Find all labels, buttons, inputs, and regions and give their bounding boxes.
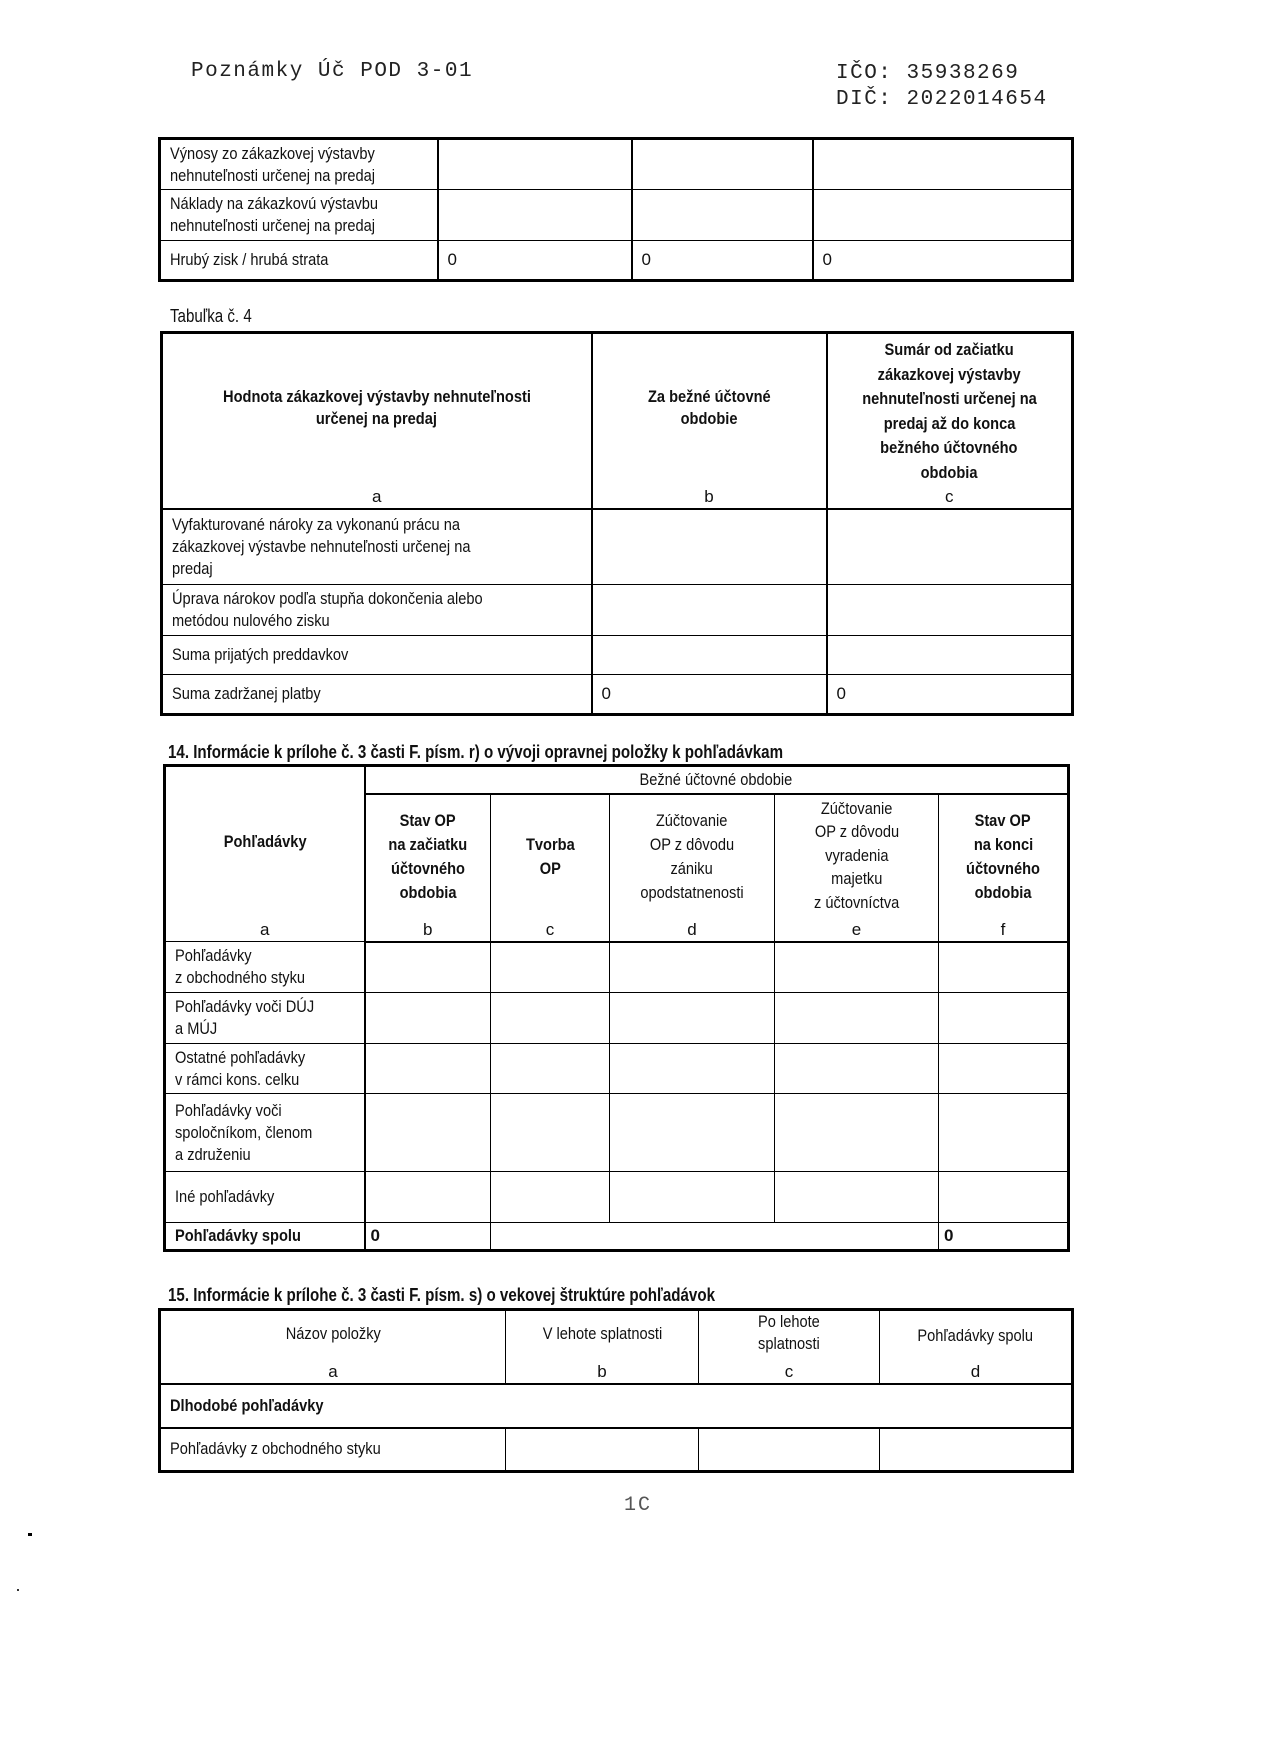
value-cell[interactable]: [632, 139, 813, 190]
row-label: Vyfakturované nároky za vykonanú prácu na zákazkovej výstavbe nehnuteľnosti určenej na predaj: [162, 509, 592, 585]
value-cell[interactable]: [775, 1172, 939, 1223]
value-cell[interactable]: [491, 1172, 610, 1223]
table4-caption: Tabuľka č. 4: [170, 306, 252, 326]
gross-profit-table: [158, 137, 1074, 282]
value-cell[interactable]: [491, 1044, 610, 1094]
aging-col-a-header: Názov položky a: [160, 1310, 506, 1384]
section15-heading: 15. Informácie k prílohe č. 3 časti F. písm. s) o vekovej štruktúre pohľadávok: [168, 1285, 715, 1305]
table-row: [165, 942, 1069, 993]
value-cell[interactable]: [699, 1428, 880, 1472]
row-label: Pohľadávky voči DÚJ a MÚJ: [165, 993, 365, 1044]
scan-speck: [17, 1589, 19, 1591]
section-row-label: Dlhodobé pohľadávky: [160, 1384, 1073, 1428]
value-cell[interactable]: [939, 1172, 1069, 1223]
ico-label: IČO:: [836, 62, 893, 85]
value-cell[interactable]: 0: [813, 241, 1073, 281]
value-cell[interactable]: [438, 190, 632, 241]
value-cell[interactable]: [610, 942, 775, 993]
value-cell[interactable]: [506, 1428, 699, 1472]
value-cell[interactable]: [813, 139, 1073, 190]
value-cell[interactable]: [939, 1044, 1069, 1094]
value-cell[interactable]: [880, 1428, 1073, 1472]
value-cell[interactable]: 0: [939, 1223, 1069, 1251]
value-cell[interactable]: [939, 942, 1069, 993]
allowance-group-header-row: [165, 766, 1069, 794]
row-label: Suma zadržanej platby: [162, 675, 592, 715]
aging-table: [158, 1308, 1074, 1473]
value-cell[interactable]: [827, 636, 1073, 675]
allowance-col-e-header: Zúčtovanie OP z dôvodu vyradenia majetku z účtovníctva e: [775, 794, 939, 942]
table-row: [165, 993, 1069, 1044]
column-letter: c: [784, 1361, 794, 1381]
value-cell[interactable]: [491, 1094, 610, 1172]
value-cell[interactable]: 0: [632, 241, 813, 281]
value-cell[interactable]: [365, 993, 491, 1044]
row-label: Ostatné pohľadávky v rámci kons. celku: [165, 1044, 365, 1094]
table-row: [162, 675, 1073, 715]
value-cell[interactable]: [775, 1094, 939, 1172]
row-label: Úprava nárokov podľa stupňa dokončenia alebo metódou nulového zisku: [162, 585, 592, 636]
column-letter: f: [1000, 919, 1006, 939]
value-cell[interactable]: [632, 190, 813, 241]
value-cell[interactable]: [365, 942, 491, 993]
table4-header-row: [162, 333, 1073, 509]
value-cell[interactable]: [491, 993, 610, 1044]
value-cell[interactable]: 0: [592, 675, 827, 715]
allowance-col-d-header: Zúčtovanie OP z dôvodu zániku opodstatnenosti d: [610, 794, 775, 942]
column-letter: b: [597, 1361, 607, 1381]
row-label: Pohľadávky z obchodného styku: [165, 942, 365, 993]
column-letter: d: [970, 1361, 981, 1381]
column-letter: a: [372, 486, 382, 506]
value-cell[interactable]: 0: [365, 1223, 491, 1251]
value-cell[interactable]: [775, 1223, 939, 1251]
section14-heading: 14. Informácie k prílohe č. 3 časti F. písm. r) o vývoji opravnej položky k pohľadávkam: [168, 742, 784, 762]
value-cell[interactable]: [610, 993, 775, 1044]
table-row: [162, 509, 1073, 585]
column-letter: b: [704, 486, 714, 506]
column-letter: a: [260, 920, 270, 939]
section-row: [160, 1384, 1073, 1428]
table-row: [160, 190, 1073, 241]
group-header: Bežné účtovné obdobie: [365, 766, 1069, 794]
value-cell[interactable]: [365, 1044, 491, 1094]
value-cell[interactable]: [592, 509, 827, 585]
page-number: 1C: [624, 1494, 653, 1517]
column-letter: e: [851, 919, 862, 939]
allowance-col-f-header: Stav OP na konci účtovného obdobia f: [939, 794, 1069, 942]
value-cell[interactable]: [939, 1094, 1069, 1172]
value-cell[interactable]: [813, 190, 1073, 241]
value-cell[interactable]: [365, 1094, 491, 1172]
table4-col-a-header: Hodnota zákazkovej výstavby nehnuteľnosti určenej na predaj a: [162, 333, 592, 509]
table-row: [165, 1094, 1069, 1172]
row-label: Pohľadávky voči spoločníkom, členom a združeniu: [165, 1094, 365, 1172]
aging-header-row: [160, 1310, 1073, 1384]
allowance-col-a-header: Pohľadávky a: [165, 766, 365, 942]
table-row: [160, 1428, 1073, 1472]
value-cell[interactable]: [827, 585, 1073, 636]
table-row: [162, 636, 1073, 675]
row-label: Hrubý zisk / hrubá strata: [160, 241, 438, 281]
value-cell[interactable]: [491, 1223, 610, 1251]
row-label: Suma prijatých preddavkov: [162, 636, 592, 675]
value-cell[interactable]: [775, 1044, 939, 1094]
table-row: [165, 1044, 1069, 1094]
value-cell[interactable]: [775, 942, 939, 993]
value-cell[interactable]: [592, 636, 827, 675]
row-label: Náklady na zákazkovú výstavbu nehnuteľnosti určenej na predaj: [160, 190, 438, 241]
value-cell[interactable]: [610, 1094, 775, 1172]
aging-col-c-header: Po lehote splatnosti c: [699, 1310, 880, 1384]
dic-line: [836, 88, 1048, 111]
table4-col-c-header: Sumár od začiatku zákazkovej výstavby nehnuteľnosti určenej na predaj až do konca bežného účtovného obdobia c: [827, 333, 1073, 509]
row-label: Iné pohľadávky: [165, 1172, 365, 1223]
table-row: [162, 585, 1073, 636]
column-letter: a: [328, 1361, 338, 1381]
table-row: [165, 1172, 1069, 1223]
ico-value: 35938269: [906, 62, 1020, 85]
column-letter: b: [423, 919, 433, 939]
allowance-table: [163, 764, 1070, 1252]
aging-col-d-header: Pohľadávky spolu d: [880, 1310, 1073, 1384]
table4: [160, 331, 1074, 716]
dic-label: DIČ:: [836, 88, 893, 111]
value-cell[interactable]: [939, 993, 1069, 1044]
value-cell[interactable]: 0: [827, 675, 1073, 715]
table-row: [160, 139, 1073, 190]
column-letter: c: [545, 919, 555, 939]
aging-col-b-header: V lehote splatnosti b: [506, 1310, 699, 1384]
document-title: Poznámky Úč POD 3-01: [191, 60, 474, 83]
value-cell[interactable]: [491, 942, 610, 993]
total-row: [165, 1223, 1069, 1251]
column-letter: c: [945, 486, 954, 506]
value-cell[interactable]: [610, 1172, 775, 1223]
value-cell[interactable]: [610, 1044, 775, 1094]
row-label: Výnosy zo zákazkovej výstavby nehnuteľnosti určenej na predaj: [160, 139, 438, 190]
allowance-col-b-header: Stav OP na začiatku účtovného obdobia b: [365, 794, 491, 942]
column-letter: d: [687, 919, 697, 939]
dic-value: 2022014654: [906, 88, 1048, 111]
ico-line: [836, 62, 1019, 85]
row-label: Pohľadávky z obchodného styku: [160, 1428, 506, 1472]
value-cell[interactable]: [438, 139, 632, 190]
scan-speck: [28, 1533, 32, 1536]
value-cell[interactable]: [610, 1223, 775, 1251]
value-cell[interactable]: 0: [438, 241, 632, 281]
value-cell[interactable]: [775, 993, 939, 1044]
value-cell[interactable]: [827, 509, 1073, 585]
allowance-col-c-header: Tvorba OP c: [491, 794, 610, 942]
table-row: [160, 241, 1073, 281]
value-cell[interactable]: [365, 1172, 491, 1223]
value-cell[interactable]: [592, 585, 827, 636]
table4-col-b-header: Za bežné účtovné obdobie b: [592, 333, 827, 509]
row-label: Pohľadávky spolu: [165, 1223, 365, 1251]
